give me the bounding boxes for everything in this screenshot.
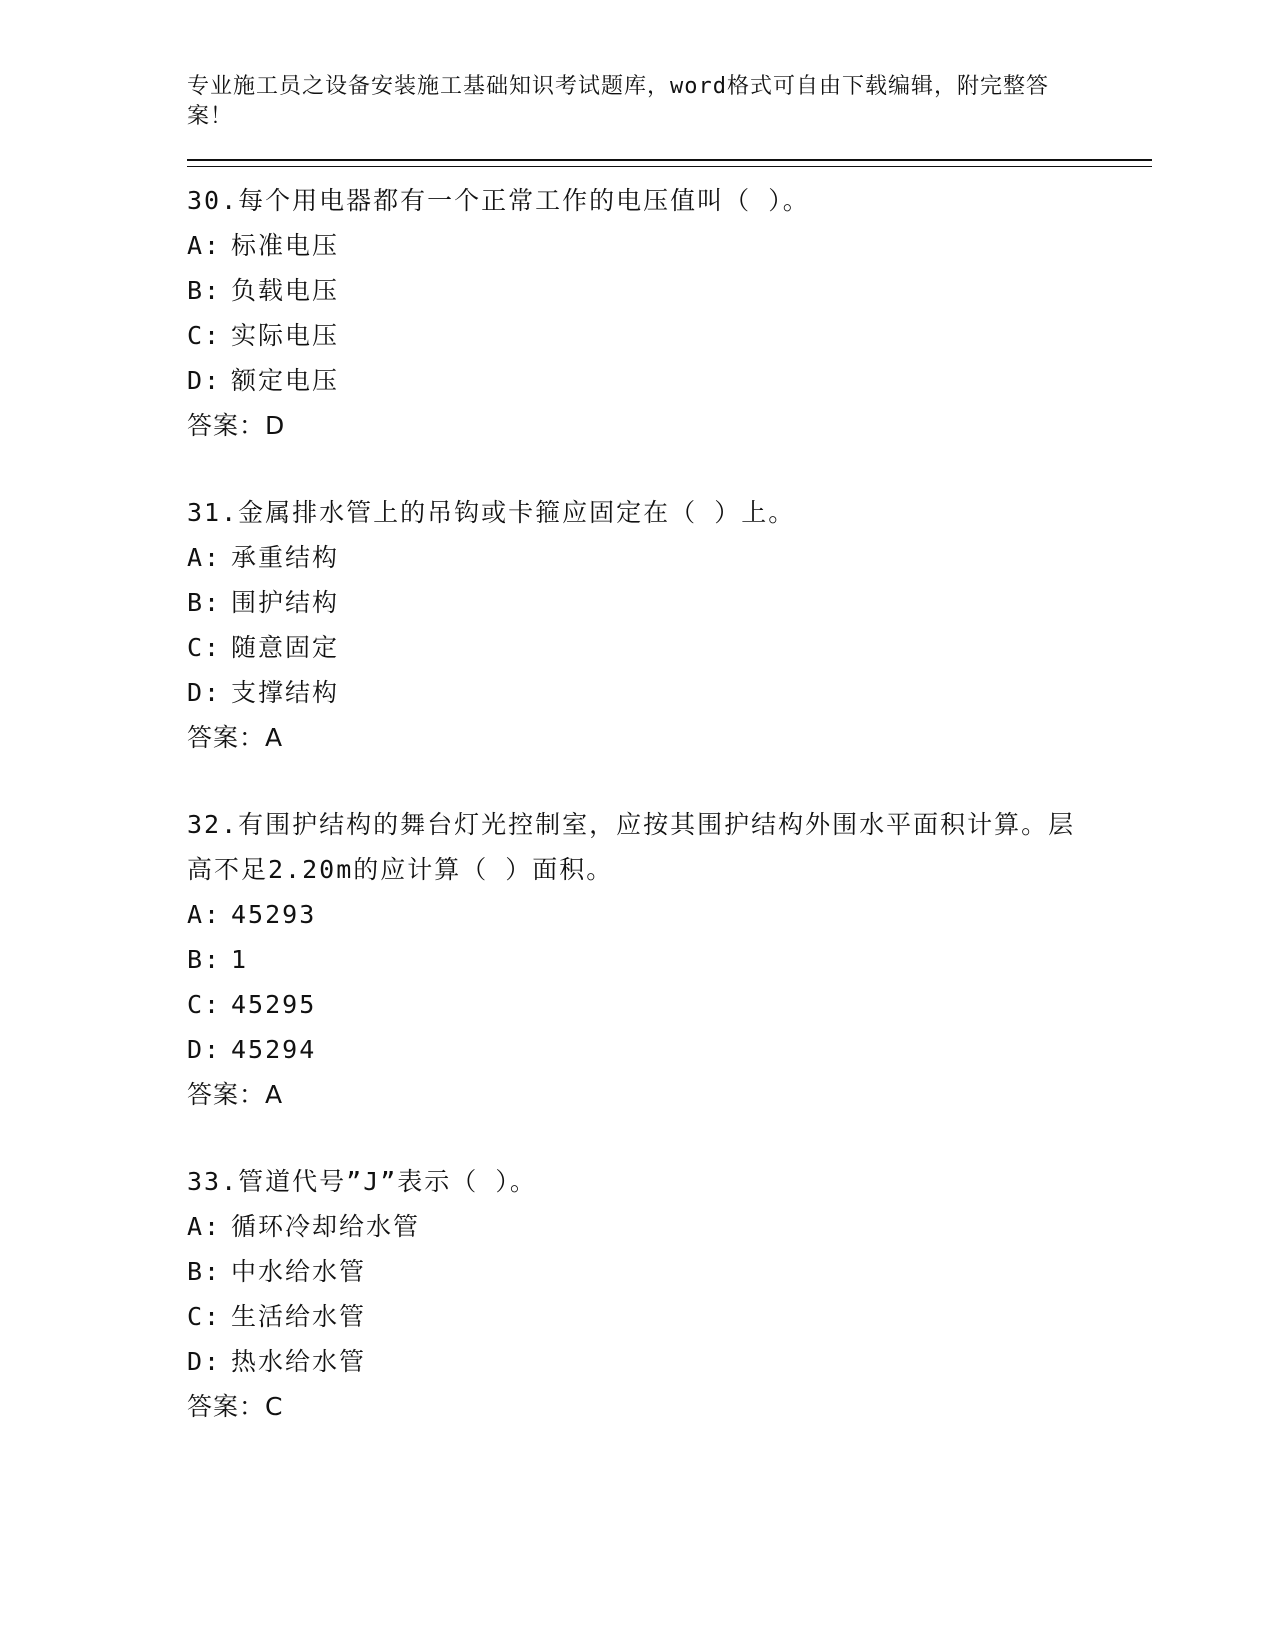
option-a [187, 535, 1152, 580]
header-divider [187, 159, 1152, 167]
option-text: 45293 [231, 900, 317, 929]
option-c [187, 313, 1152, 358]
option-text: 实际电压 [231, 321, 340, 350]
option-key: A: [187, 1212, 222, 1241]
option-d [187, 358, 1152, 403]
option-key: A: [187, 231, 222, 260]
option-text: 45294 [231, 1035, 317, 1064]
option-key: A: [187, 900, 222, 929]
option-text: 1 [231, 945, 249, 974]
option-text: 随意固定 [231, 633, 340, 662]
question-list [187, 178, 1152, 1429]
question-stem: 30.每个用电器都有一个正常工作的电压值叫（ ）。 [187, 186, 810, 215]
option-text: 生活给水管 [231, 1302, 367, 1331]
option-d [187, 670, 1152, 715]
option-key: D: [187, 1035, 222, 1064]
option-b [187, 1249, 1152, 1294]
question-stem: 31.金属排水管上的吊钩或卡箍应固定在（ ）上。 [187, 498, 796, 527]
option-text: 围护结构 [231, 588, 340, 617]
option-list [187, 1204, 1152, 1384]
option-text: 热水给水管 [231, 1347, 367, 1376]
option-d [187, 1027, 1152, 1072]
option-text: 承重结构 [231, 543, 340, 572]
option-text: 支撑结构 [231, 678, 340, 707]
document-page [187, 72, 1152, 1471]
option-key: C: [187, 1302, 222, 1331]
option-text: 中水给水管 [231, 1257, 367, 1286]
option-list [187, 535, 1152, 715]
question-33 [187, 1159, 1152, 1429]
option-text: 额定电压 [231, 366, 340, 395]
option-c [187, 1294, 1152, 1339]
option-key: C: [187, 990, 222, 1019]
option-key: C: [187, 633, 222, 662]
option-text: 循环冷却给水管 [231, 1212, 421, 1241]
option-b [187, 268, 1152, 313]
answer-line: 答案：A [187, 1080, 284, 1109]
option-c [187, 625, 1152, 670]
option-a [187, 1204, 1152, 1249]
option-list [187, 223, 1152, 403]
question-30 [187, 178, 1152, 448]
option-key: A: [187, 543, 222, 572]
question-stem: 33.管道代号”J”表示（ ）。 [187, 1167, 537, 1196]
option-b [187, 937, 1152, 982]
option-key: D: [187, 1347, 222, 1376]
option-list [187, 892, 1152, 1072]
question-32 [187, 802, 1152, 1117]
option-d [187, 1339, 1152, 1384]
option-key: C: [187, 321, 222, 350]
question-31 [187, 490, 1152, 760]
question-stem: 32.有围护结构的舞台灯光控制室，应按其围护结构外围水平面积计算。层高不足2.20m的应计算（ ）面积。 [187, 810, 1076, 884]
option-a [187, 892, 1152, 937]
option-key: D: [187, 678, 222, 707]
answer-line: 答案：D [187, 411, 286, 440]
option-text: 45295 [231, 990, 317, 1019]
option-a [187, 223, 1152, 268]
option-text: 标准电压 [231, 231, 340, 260]
option-key: B: [187, 1257, 222, 1286]
option-c [187, 982, 1152, 1027]
answer-line: 答案：A [187, 723, 284, 752]
document-header: 专业施工员之设备安装施工基础知识考试题库，word格式可自由下载编辑，附完整答案！ [187, 74, 1049, 129]
option-key: B: [187, 276, 222, 305]
option-b [187, 580, 1152, 625]
option-key: D: [187, 366, 222, 395]
option-key: B: [187, 945, 222, 974]
answer-line: 答案：C [187, 1392, 284, 1421]
option-text: 负载电压 [231, 276, 340, 305]
option-key: B: [187, 588, 222, 617]
